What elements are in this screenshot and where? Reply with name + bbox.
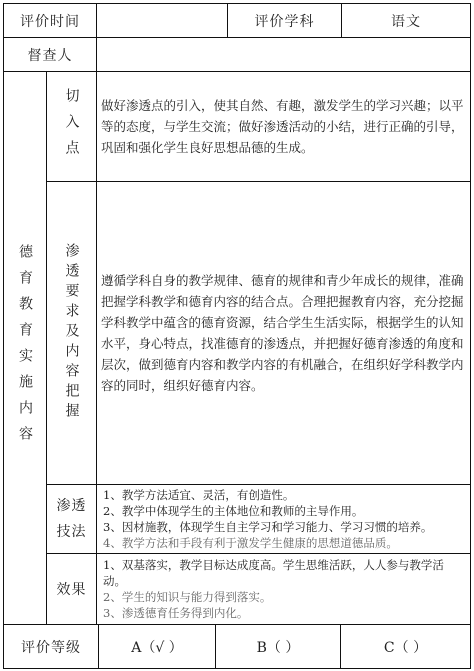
requirements-content-cell — [97, 182, 470, 484]
rule — [470, 3, 471, 669]
techniques-content-cell — [97, 485, 470, 553]
eval-time-label: 评价时间 — [20, 13, 80, 30]
inspector-label: 督查人 — [27, 47, 73, 64]
grade-option-c[interactable]: C（ ） — [383, 639, 428, 656]
grade-option-b[interactable]: B（ ） — [256, 639, 300, 656]
entry-point-label: 切入点 — [63, 87, 80, 166]
list-item: 1、双基落实，教学目标达成度高。学生思维活跃，人人参与教学活动。 — [103, 558, 444, 588]
effect-list — [103, 557, 466, 621]
grade-label: 评价等级 — [21, 639, 81, 656]
subject-value: 语文 — [391, 13, 421, 30]
eval-subject-label: 评价学科 — [254, 13, 315, 30]
requirements-content: 遵循学科自身的教学规律、德育的规律和青少年成长的规律，准确把握学科教学和德育内容的结合点。合理把握教育内容，充分挖掘学科教学中蕴含的德育资源，结合学生生活实际，根据学生的认知水平，身心特点，找准德育的渗透点，并把握好德育渗透的角度和层次，做到德育内容和教学内容的有机融合，在组织好学科教学内容的同时，组织好德育内容。 — [101, 273, 464, 393]
techniques-label-text: 渗透技法 — [56, 498, 87, 540]
eval-time-value[interactable] — [97, 4, 227, 37]
techniques-list — [103, 487, 432, 551]
grade-option-a[interactable]: A（√ ） — [131, 639, 183, 656]
section-label: 德育教育实施内容 — [17, 244, 33, 452]
rule — [3, 668, 471, 669]
techniques-label — [47, 485, 96, 553]
list-item: 2、教学中体现学生的主体地位和教师的主导作用。 — [103, 504, 364, 518]
list-item: 4、教学方法和手段有利于激发学生健康的思想道德品质。 — [103, 536, 398, 550]
effect-label: 效果 — [56, 582, 87, 598]
list-item: 1、教学方法适宜、灵活，有创造性。 — [103, 488, 295, 502]
entry-point-content: 做好渗透点的引入，使其自然、有趣，激发学生的学习兴趣；以平等的态度，与学生交流；做好渗透活动的小结，进行正确的引导，巩固和强化学生良好思想品德的生成。 — [101, 98, 464, 155]
entry-point-content-cell — [97, 72, 470, 181]
list-item: 2、学生的知识与能力得到落实。 — [103, 590, 272, 604]
list-item: 3、因材施教，体现学生自主学习和学习能力、学习习惯的培养。 — [103, 520, 433, 534]
requirements-label: 渗透要求及内容把握 — [63, 243, 80, 423]
list-item: 3、渗透德育任务得到内化。 — [103, 606, 249, 620]
inspector-value[interactable] — [97, 38, 470, 71]
effect-content-cell — [97, 554, 470, 624]
